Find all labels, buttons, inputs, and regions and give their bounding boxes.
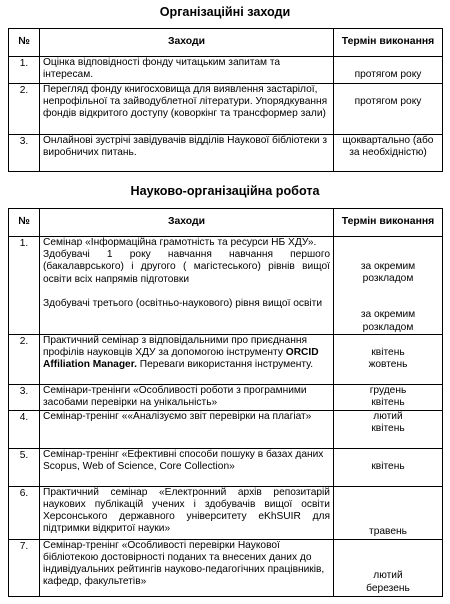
row-term [334, 334, 443, 384]
row-term [334, 539, 443, 596]
row-term: травень [334, 486, 443, 539]
activity-text: Переваги використання інструменту. [136, 359, 314, 371]
table-row [9, 334, 443, 384]
row-number: 1. [9, 57, 40, 84]
row-number: 6. [9, 486, 40, 539]
header-num: № [9, 209, 40, 237]
row-number: 4. [9, 410, 40, 448]
row-term [334, 237, 443, 335]
row-activity: Семінар-тренінг «Ефективні способи пошуку в базах даних Scopus, Web of Science, Core Collection» [40, 448, 334, 486]
section-title-scientific: Науково-організаційна робота [130, 184, 320, 198]
term-value: лютий [373, 570, 403, 582]
activity-paragraph: Семінар «Інформаційна грамотність та ресурси НБ ХДУ». [43, 237, 317, 248]
row-number: 2. [9, 84, 40, 135]
row-activity: Перегляд фонду книгосховища для виявлення застарілої, непрофільної та зайводублетної літератури. Упорядкування фондів відкритого доступу (коворкінг та трансформер зали) [40, 84, 334, 135]
row-number: 3. [9, 384, 40, 410]
activity-tool-name: ORCID Affiliation Manager. [43, 347, 319, 371]
table-row [9, 448, 443, 486]
term-value: за окремим розкладом [360, 309, 416, 333]
table-row [9, 237, 443, 335]
term-value: грудень [369, 384, 407, 396]
table-header-row [9, 209, 443, 237]
term-value: квітень [371, 397, 405, 409]
header-num: № [9, 29, 40, 57]
row-number: 7. [9, 539, 40, 596]
row-activity: Семінари-тренінги «Особливості роботи з програмними засобами перевірки на унікальність» [40, 384, 334, 410]
row-activity: Практичний семінар «Електронний архів репозитарій наукових публікацій учених і здобувачів вищої освіти Херсонського державного університету eKhSUIR для підтримки відкритої науки» [40, 486, 334, 539]
header-activity: Заходи [40, 29, 334, 57]
row-term [334, 384, 443, 410]
row-activity: Семінар-тренінг ««Аналізуємо звіт перевірки на плагіат» [40, 410, 334, 448]
term-value: квітень [371, 347, 405, 359]
row-number: 5. [9, 448, 40, 486]
row-number: 1. [9, 237, 40, 335]
header-term: Термін виконання [334, 29, 443, 57]
row-term: протягом року [334, 84, 443, 135]
table-header-row [9, 29, 443, 57]
organizational-table [8, 28, 443, 172]
row-activity [40, 334, 334, 384]
scientific-table [8, 208, 443, 597]
activity-paragraph: Здобувачі 1 року навчання навчання першого (бакалаврського) і другого ( магістеського) рівнів вищої освіти всіх напрямів підготовки [43, 249, 330, 285]
table-row [9, 57, 443, 84]
table-row [9, 135, 443, 172]
table-row [9, 410, 443, 448]
row-activity: Семінар-тренінг «Особливості перевірки Наукової бібліотекою достовірності поданих та внесених даних до індивідуальних рейтингів науково-педагогічних працівників, кафедр, факультетів» [40, 539, 334, 596]
row-term: квітень [334, 448, 443, 486]
header-activity: Заходи [40, 209, 334, 237]
table-row [9, 84, 443, 135]
row-term [334, 410, 443, 448]
row-activity: Онлайнові зустрічі завідувачів відділів Наукової бібліотеки з виробничих питань. [40, 135, 334, 172]
table-row [9, 486, 443, 539]
term-value: жовтень [368, 359, 408, 371]
term-value: лютий [373, 410, 403, 422]
row-number: 2. [9, 334, 40, 384]
row-term: протягом року [334, 57, 443, 84]
term-value: березень [366, 582, 410, 594]
section-title-organizational: Організаційні заходи [159, 5, 291, 19]
row-activity: Оцінка відповідності фонду читацьким запитам та інтересам. [40, 57, 334, 84]
header-term: Термін виконання [334, 209, 443, 237]
row-number: 3. [9, 135, 40, 172]
table-row [9, 539, 443, 596]
table-row [9, 384, 443, 410]
term-value: квітень [371, 423, 405, 435]
row-activity [40, 237, 334, 335]
row-term: щоквартально (або за необхідністю) [334, 135, 443, 172]
activity-paragraph: Здобувачі третього (освітньо-наукового) рівня вищої освіти [43, 297, 323, 309]
activity-text: Практичний семінар з відповідальними про приєднання профілів науковців ХДУ за допомогою інструменту [43, 334, 307, 359]
term-value: за окремим розкладом [360, 261, 416, 285]
